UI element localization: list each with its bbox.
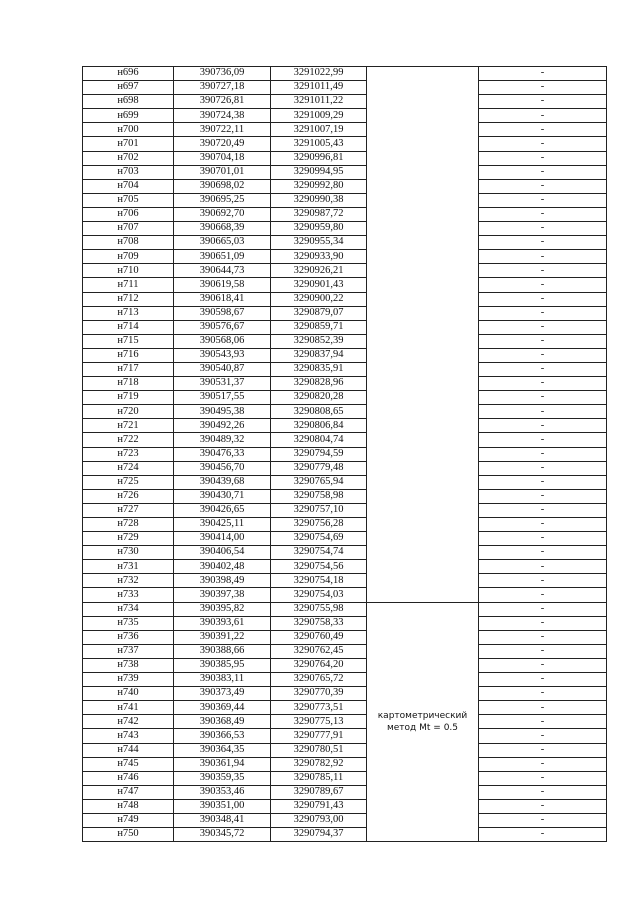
description-cell: - [479,236,607,250]
x-coordinate-cell: 390736,09 [174,67,271,81]
point-name-cell: н726 [83,489,174,503]
y-coordinate-cell: 3290758,33 [271,616,367,630]
point-name-cell: н740 [83,687,174,701]
x-coordinate-cell: 390361,94 [174,757,271,771]
point-name-cell: н720 [83,405,174,419]
x-coordinate-cell: 390668,39 [174,222,271,236]
point-name-cell: н724 [83,461,174,475]
description-cell: - [479,109,607,123]
x-coordinate-cell: 390576,67 [174,320,271,334]
x-coordinate-cell: 390489,32 [174,433,271,447]
y-coordinate-cell: 3290764,20 [271,658,367,672]
y-coordinate-cell: 3290837,94 [271,348,367,362]
description-cell: - [479,461,607,475]
y-coordinate-cell: 3290794,37 [271,828,367,842]
description-cell: - [479,193,607,207]
point-name-cell: н721 [83,419,174,433]
table-row [83,785,607,799]
table-row [83,757,607,771]
description-cell: - [479,348,607,362]
y-coordinate-cell: 3290793,00 [271,813,367,827]
y-coordinate-cell: 3290754,03 [271,588,367,602]
table-row [83,207,607,221]
point-name-cell: н728 [83,518,174,532]
point-name-cell: н725 [83,475,174,489]
table-row [83,518,607,532]
table-row [83,377,607,391]
x-coordinate-cell: 390395,82 [174,602,271,616]
table-row [83,503,607,517]
description-cell: - [479,560,607,574]
x-coordinate-cell: 390722,11 [174,123,271,137]
description-cell: - [479,644,607,658]
point-name-cell: н711 [83,278,174,292]
y-coordinate-cell: 3290773,51 [271,701,367,715]
description-cell: - [479,757,607,771]
x-coordinate-cell: 390701,01 [174,165,271,179]
coordinates-table-body [83,67,607,842]
y-coordinate-cell: 3290987,72 [271,207,367,221]
description-cell: - [479,362,607,376]
y-coordinate-cell: 3290820,28 [271,391,367,405]
table-row [83,292,607,306]
description-cell: - [479,771,607,785]
y-coordinate-cell: 3290791,43 [271,799,367,813]
table-row [83,475,607,489]
table-row [83,673,607,687]
description-cell: - [479,433,607,447]
x-coordinate-cell: 390727,18 [174,81,271,95]
description-cell: - [479,588,607,602]
x-coordinate-cell: 390398,49 [174,574,271,588]
description-cell: - [479,67,607,81]
point-name-cell: н749 [83,813,174,827]
description-cell: - [479,701,607,715]
description-cell: - [479,419,607,433]
description-cell: - [479,518,607,532]
x-coordinate-cell: 390540,87 [174,362,271,376]
table-row [83,616,607,630]
x-coordinate-cell: 390698,02 [174,179,271,193]
table-row [83,236,607,250]
table-row [83,828,607,842]
table-row [83,193,607,207]
description-cell: - [479,715,607,729]
x-coordinate-cell: 390568,06 [174,334,271,348]
description-cell: - [479,81,607,95]
table-row [83,81,607,95]
x-coordinate-cell: 390426,65 [174,503,271,517]
x-coordinate-cell: 390364,35 [174,743,271,757]
y-coordinate-cell: 3290959,80 [271,222,367,236]
table-row [83,715,607,729]
table-row [83,222,607,236]
table-row [83,278,607,292]
x-coordinate-cell: 390476,33 [174,447,271,461]
x-coordinate-cell: 390692,70 [174,207,271,221]
y-coordinate-cell: 3290758,98 [271,489,367,503]
x-coordinate-cell: 390430,71 [174,489,271,503]
description-cell: - [479,616,607,630]
table-row [83,630,607,644]
y-coordinate-cell: 3290990,38 [271,193,367,207]
description-cell: - [479,306,607,320]
table-row [83,334,607,348]
y-coordinate-cell: 3290992,80 [271,179,367,193]
y-coordinate-cell: 3290782,92 [271,757,367,771]
description-cell: - [479,828,607,842]
table-row [83,771,607,785]
point-name-cell: н714 [83,320,174,334]
y-coordinate-cell: 3290789,67 [271,785,367,799]
table-row [83,701,607,715]
y-coordinate-cell: 3290828,96 [271,377,367,391]
point-name-cell: н732 [83,574,174,588]
description-cell: - [479,729,607,743]
point-name-cell: н707 [83,222,174,236]
point-name-cell: н739 [83,673,174,687]
x-coordinate-cell: 390492,26 [174,419,271,433]
y-coordinate-cell: 3290835,91 [271,362,367,376]
point-name-cell: н743 [83,729,174,743]
x-coordinate-cell: 390726,81 [174,95,271,109]
y-coordinate-cell: 3291011,49 [271,81,367,95]
point-name-cell: н745 [83,757,174,771]
point-name-cell: н735 [83,616,174,630]
table-row [83,433,607,447]
y-coordinate-cell: 3290765,72 [271,673,367,687]
x-coordinate-cell: 390456,70 [174,461,271,475]
x-coordinate-cell: 390359,35 [174,771,271,785]
table-row [83,532,607,546]
x-coordinate-cell: 390644,73 [174,264,271,278]
y-coordinate-cell: 3291022,99 [271,67,367,81]
y-coordinate-cell: 3291009,29 [271,109,367,123]
description-cell: - [479,137,607,151]
y-coordinate-cell: 3290777,91 [271,729,367,743]
y-coordinate-cell: 3290785,11 [271,771,367,785]
point-name-cell: н713 [83,306,174,320]
x-coordinate-cell: 390619,58 [174,278,271,292]
table-row [83,574,607,588]
point-name-cell: н709 [83,250,174,264]
point-name-cell: н750 [83,828,174,842]
description-cell: - [479,813,607,827]
y-coordinate-cell: 3291011,22 [271,95,367,109]
x-coordinate-cell: 390391,22 [174,630,271,644]
point-name-cell: н712 [83,292,174,306]
table-row [83,123,607,137]
point-name-cell: н736 [83,630,174,644]
x-coordinate-cell: 390704,18 [174,151,271,165]
point-name-cell: н702 [83,151,174,165]
description-cell: - [479,320,607,334]
table-row [83,729,607,743]
x-coordinate-cell: 390348,41 [174,813,271,827]
x-coordinate-cell: 390397,38 [174,588,271,602]
description-cell: - [479,574,607,588]
description-cell: - [479,743,607,757]
x-coordinate-cell: 390531,37 [174,377,271,391]
y-coordinate-cell: 3290762,45 [271,644,367,658]
y-coordinate-cell: 3290779,48 [271,461,367,475]
table-row [83,743,607,757]
y-coordinate-cell: 3290852,39 [271,334,367,348]
description-cell: - [479,475,607,489]
table-row [83,644,607,658]
y-coordinate-cell: 3291007,19 [271,123,367,137]
y-coordinate-cell: 3290770,39 [271,687,367,701]
y-coordinate-cell: 3290794,59 [271,447,367,461]
x-coordinate-cell: 390651,09 [174,250,271,264]
x-coordinate-cell: 390406,54 [174,546,271,560]
method-cell: картометрический метод Mt = 0.5 [367,602,479,842]
y-coordinate-cell: 3290754,74 [271,546,367,560]
description-cell: - [479,447,607,461]
description-cell: - [479,546,607,560]
description-cell: - [479,95,607,109]
x-coordinate-cell: 390414,00 [174,532,271,546]
table-row [83,588,607,602]
table-row [83,348,607,362]
table-row [83,67,607,81]
table-row [83,658,607,672]
x-coordinate-cell: 390695,25 [174,193,271,207]
x-coordinate-cell: 390353,46 [174,785,271,799]
point-name-cell: н722 [83,433,174,447]
point-name-cell: н705 [83,193,174,207]
table-row [83,391,607,405]
description-cell: - [479,207,607,221]
x-coordinate-cell: 390665,03 [174,236,271,250]
description-cell: - [479,532,607,546]
x-coordinate-cell: 390543,93 [174,348,271,362]
x-coordinate-cell: 390724,38 [174,109,271,123]
description-cell: - [479,489,607,503]
x-coordinate-cell: 390368,49 [174,715,271,729]
description-cell: - [479,405,607,419]
table-row [83,109,607,123]
point-name-cell: н737 [83,644,174,658]
point-name-cell: н706 [83,207,174,221]
x-coordinate-cell: 390383,11 [174,673,271,687]
y-coordinate-cell: 3290901,43 [271,278,367,292]
description-cell: - [479,151,607,165]
description-cell: - [479,179,607,193]
point-name-cell: н747 [83,785,174,799]
point-name-cell: н748 [83,799,174,813]
y-coordinate-cell: 3290879,07 [271,306,367,320]
point-name-cell: н716 [83,348,174,362]
point-name-cell: н729 [83,532,174,546]
point-name-cell: н699 [83,109,174,123]
table-row [83,447,607,461]
coordinates-table [82,66,607,842]
y-coordinate-cell: 3290780,51 [271,743,367,757]
y-coordinate-cell: 3290754,18 [271,574,367,588]
table-row [83,250,607,264]
description-cell: - [479,785,607,799]
point-name-cell: н731 [83,560,174,574]
x-coordinate-cell: 390402,48 [174,560,271,574]
description-cell: - [479,334,607,348]
point-name-cell: н730 [83,546,174,560]
y-coordinate-cell: 3290755,98 [271,602,367,616]
table-row [83,813,607,827]
point-name-cell: н696 [83,67,174,81]
point-name-cell: н718 [83,377,174,391]
y-coordinate-cell: 3290994,95 [271,165,367,179]
y-coordinate-cell: 3290756,28 [271,518,367,532]
table-row [83,602,607,616]
y-coordinate-cell: 3290955,34 [271,236,367,250]
method-cell-empty [367,67,479,603]
description-cell: - [479,250,607,264]
point-name-cell: н746 [83,771,174,785]
y-coordinate-cell: 3290808,65 [271,405,367,419]
y-coordinate-cell: 3290775,13 [271,715,367,729]
point-name-cell: н733 [83,588,174,602]
point-name-cell: н727 [83,503,174,517]
description-cell: - [479,658,607,672]
point-name-cell: н697 [83,81,174,95]
point-name-cell: н717 [83,362,174,376]
table-row [83,306,607,320]
table-row [83,179,607,193]
point-name-cell: н708 [83,236,174,250]
point-name-cell: н701 [83,137,174,151]
table-row [83,546,607,560]
point-name-cell: н741 [83,701,174,715]
description-cell: - [479,687,607,701]
point-name-cell: н719 [83,391,174,405]
table-row [83,461,607,475]
description-cell: - [479,222,607,236]
point-name-cell: н704 [83,179,174,193]
point-name-cell: н744 [83,743,174,757]
description-cell: - [479,391,607,405]
description-cell: - [479,602,607,616]
description-cell: - [479,123,607,137]
point-name-cell: н700 [83,123,174,137]
point-name-cell: н734 [83,602,174,616]
x-coordinate-cell: 390351,00 [174,799,271,813]
x-coordinate-cell: 390598,67 [174,306,271,320]
table-row [83,419,607,433]
y-coordinate-cell: 3290806,84 [271,419,367,433]
y-coordinate-cell: 3290765,94 [271,475,367,489]
table-row [83,362,607,376]
description-cell: - [479,292,607,306]
y-coordinate-cell: 3290926,21 [271,264,367,278]
description-cell: - [479,799,607,813]
table-row [83,560,607,574]
table-row [83,687,607,701]
description-cell: - [479,377,607,391]
y-coordinate-cell: 3291005,43 [271,137,367,151]
description-cell: - [479,264,607,278]
y-coordinate-cell: 3290859,71 [271,320,367,334]
y-coordinate-cell: 3290933,90 [271,250,367,264]
table-row [83,95,607,109]
x-coordinate-cell: 390385,95 [174,658,271,672]
table-row [83,320,607,334]
description-cell: - [479,630,607,644]
y-coordinate-cell: 3290754,69 [271,532,367,546]
x-coordinate-cell: 390517,55 [174,391,271,405]
point-name-cell: н715 [83,334,174,348]
x-coordinate-cell: 390345,72 [174,828,271,842]
x-coordinate-cell: 390618,41 [174,292,271,306]
table-row [83,489,607,503]
point-name-cell: н723 [83,447,174,461]
description-cell: - [479,278,607,292]
description-cell: - [479,503,607,517]
table-row [83,799,607,813]
point-name-cell: н742 [83,715,174,729]
x-coordinate-cell: 390388,66 [174,644,271,658]
x-coordinate-cell: 390425,11 [174,518,271,532]
y-coordinate-cell: 3290996,81 [271,151,367,165]
x-coordinate-cell: 390439,68 [174,475,271,489]
point-name-cell: н703 [83,165,174,179]
x-coordinate-cell: 390373,49 [174,687,271,701]
point-name-cell: н698 [83,95,174,109]
point-name-cell: н710 [83,264,174,278]
table-row [83,151,607,165]
y-coordinate-cell: 3290757,10 [271,503,367,517]
table-row [83,137,607,151]
y-coordinate-cell: 3290900,22 [271,292,367,306]
x-coordinate-cell: 390720,49 [174,137,271,151]
table-row [83,264,607,278]
table-row [83,405,607,419]
y-coordinate-cell: 3290804,74 [271,433,367,447]
table-row [83,165,607,179]
y-coordinate-cell: 3290754,56 [271,560,367,574]
description-cell: - [479,165,607,179]
y-coordinate-cell: 3290760,49 [271,630,367,644]
x-coordinate-cell: 390393,61 [174,616,271,630]
x-coordinate-cell: 390369,44 [174,701,271,715]
x-coordinate-cell: 390366,53 [174,729,271,743]
point-name-cell: н738 [83,658,174,672]
description-cell: - [479,673,607,687]
x-coordinate-cell: 390495,38 [174,405,271,419]
